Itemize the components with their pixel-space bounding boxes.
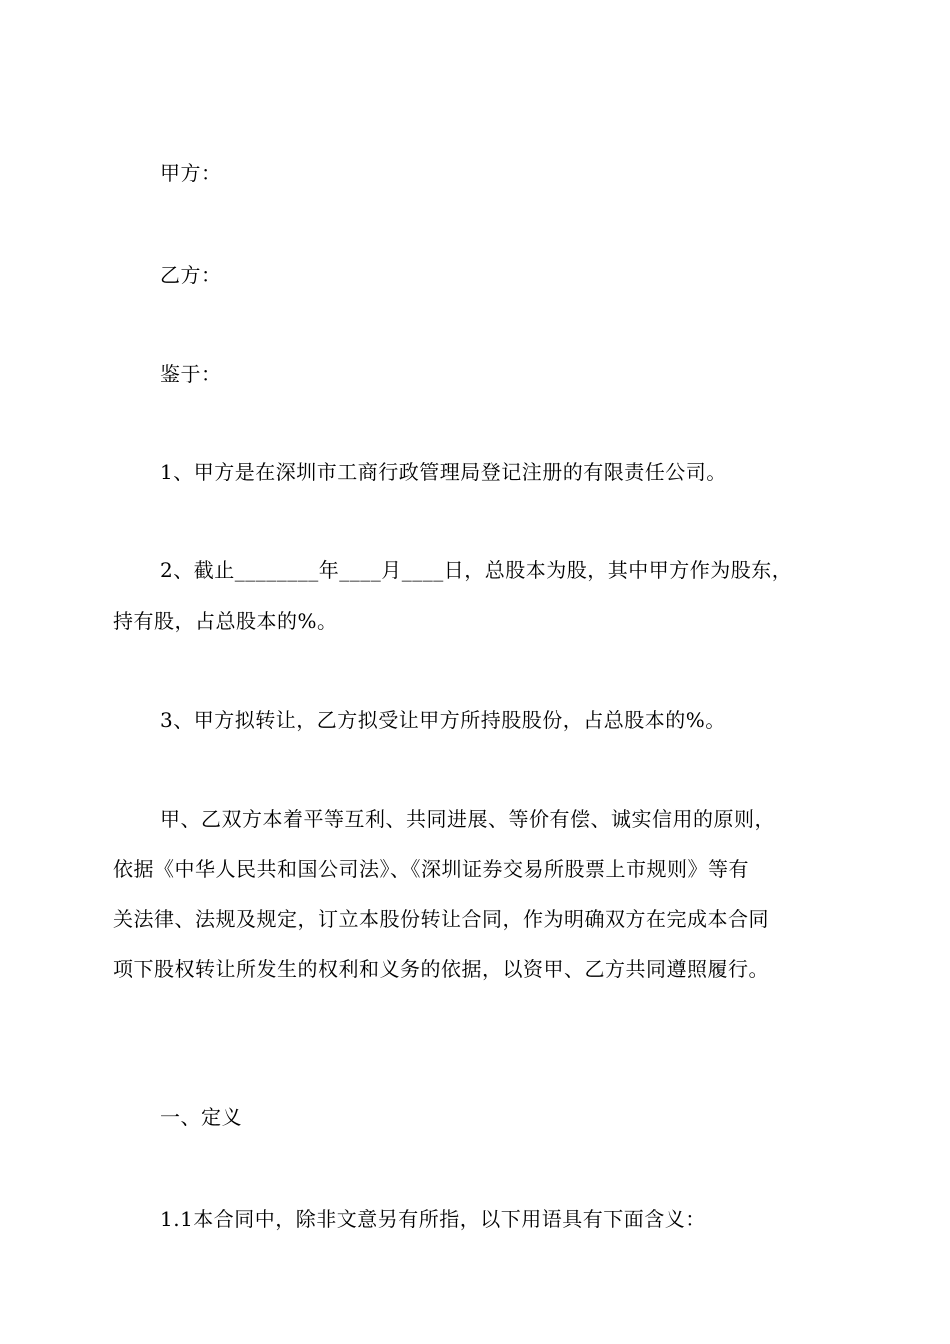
preamble-line-4: 项下股权转让所发生的权利和义务的依据，以资甲、乙方共同遵照履行。	[113, 957, 769, 981]
party-b-label: 乙方：	[160, 263, 222, 287]
preamble-line-1: 甲、乙双方本着平等互利、共同进展、等价有偿、诚实信用的原则，	[160, 807, 775, 831]
party-a-label: 甲方：	[160, 161, 222, 185]
preamble-line-2: 依据《中华人民共和国公司法》、《深圳证券交易所股票上市规则》等有	[113, 857, 749, 881]
clause-1-1: 1.1本合同中，除非文意另有所指，以下用语具有下面含义：	[160, 1207, 706, 1231]
recital-item-2-line-2: 持有股，占总股本的%。	[113, 609, 338, 633]
whereas-heading: 鉴于：	[160, 362, 222, 386]
recital-item-1: 1、甲方是在深圳市工商行政管理局登记注册的有限责任公司。	[160, 460, 727, 484]
preamble-line-3: 关法律、法规及规定，订立本股份转让合同，作为明确双方在完成本合同	[113, 907, 769, 931]
recital-item-2-line-1: 2、截止________年____月____日，总股本为股，其中甲方作为股东，	[160, 558, 793, 582]
recital-item-3: 3、甲方拟转让，乙方拟受让甲方所持股股份，占总股本的%。	[160, 708, 726, 732]
section-1-title: 一、定义	[160, 1105, 242, 1129]
